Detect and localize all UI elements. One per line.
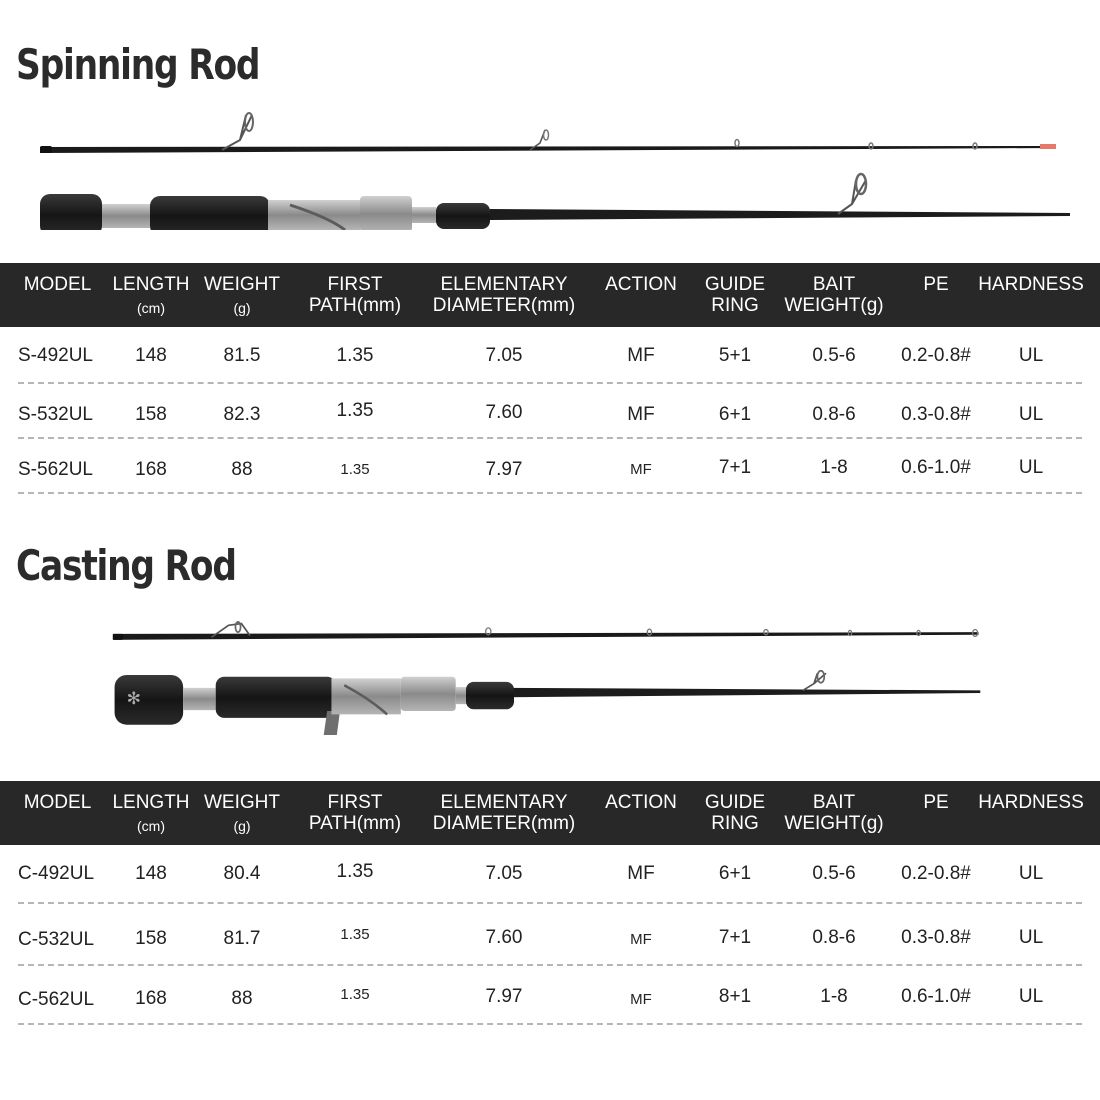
- casting-spec-table: [0, 781, 1100, 1025]
- cell-action: MF: [630, 461, 652, 478]
- cell-model: C-562UL: [18, 989, 95, 1010]
- cell-elementary-diameter: 7.05: [485, 345, 523, 366]
- header-first-path: FIRST PATH(mm): [308, 792, 402, 834]
- spinning-rod-butt-section: [40, 174, 1070, 230]
- header-weight: WEIGHT (g): [204, 274, 280, 316]
- cell-bait-weight: 1-8: [820, 457, 848, 478]
- cell-weight: 82.3: [223, 404, 261, 425]
- cell-guide-ring: 7+1: [718, 927, 752, 948]
- cell-bait-weight: 0.8-6: [812, 404, 856, 425]
- table-row: [18, 439, 1082, 494]
- cell-pe: 0.2-0.8#: [901, 863, 971, 884]
- cell-pe: 0.6-1.0#: [901, 457, 971, 478]
- header-action: ACTION: [605, 792, 677, 813]
- table-row: [18, 904, 1082, 966]
- header-length: LENGTH (cm): [112, 274, 190, 316]
- header-bait-weight: BAIT WEIGHT(g): [784, 792, 884, 834]
- header-model: MODEL: [23, 274, 92, 295]
- casting-rod-image: [0, 615, 1100, 735]
- cell-weight: 81.7: [223, 928, 261, 949]
- casting-rod-butt-section: [115, 671, 981, 735]
- cell-first-path: 1.35: [336, 345, 374, 366]
- header-bait-weight: BAIT WEIGHT(g): [784, 274, 884, 316]
- cell-action: MF: [630, 931, 652, 948]
- cell-model: S-562UL: [18, 459, 93, 480]
- table-row: [18, 384, 1082, 439]
- header-length: LENGTH (cm): [112, 792, 190, 834]
- header-pe: PE: [923, 274, 949, 295]
- cell-length: 168: [135, 988, 167, 1009]
- cell-action: MF: [627, 345, 655, 366]
- cell-pe: 0.3-0.8#: [901, 927, 971, 948]
- cell-length: 158: [135, 928, 167, 949]
- cell-action: MF: [630, 991, 652, 1008]
- butt-cap-logo-icon: ✻: [126, 689, 141, 710]
- cell-first-path: 1.35: [336, 861, 374, 882]
- table-row: [18, 327, 1082, 384]
- cell-length: 148: [135, 863, 167, 884]
- cell-weight: 88: [231, 459, 253, 480]
- cell-first-path: 1.35: [340, 986, 370, 1003]
- spinning-rod-title: Spinning Rod: [16, 40, 260, 89]
- cell-elementary-diameter: 7.97: [485, 459, 523, 480]
- cell-model: S-492UL: [18, 345, 93, 366]
- header-guide-ring: GUIDE RING: [704, 274, 766, 316]
- cell-model: C-532UL: [18, 929, 95, 950]
- cell-hardness: UL: [1018, 863, 1044, 884]
- header-elementary-diameter: ELEMENTARY DIAMETER(mm): [432, 274, 576, 316]
- cell-elementary-diameter: 7.60: [485, 402, 523, 423]
- table-header: [0, 263, 1100, 327]
- cell-elementary-diameter: 7.60: [485, 927, 523, 948]
- cell-weight: 81.5: [223, 345, 261, 366]
- table-row: [18, 966, 1082, 1025]
- cell-guide-ring: 7+1: [718, 457, 752, 478]
- cell-first-path: 1.35: [340, 461, 370, 478]
- cell-hardness: UL: [1018, 457, 1044, 478]
- spinning-rod-image: [0, 110, 1100, 230]
- casting-rod-title: Casting Rod: [16, 541, 236, 590]
- cell-model: S-532UL: [18, 404, 93, 425]
- cell-hardness: UL: [1018, 404, 1044, 425]
- cell-guide-ring: 6+1: [718, 863, 752, 884]
- cell-first-path: 1.35: [340, 926, 370, 943]
- cell-length: 148: [135, 345, 167, 366]
- cell-guide-ring: 8+1: [718, 986, 752, 1007]
- header-elementary-diameter: ELEMENTARY DIAMETER(mm): [432, 792, 576, 834]
- header-model: MODEL: [23, 792, 92, 813]
- header-weight: WEIGHT (g): [204, 792, 280, 834]
- cell-guide-ring: 6+1: [718, 404, 752, 425]
- header-hardness: HARDNESS: [978, 792, 1084, 813]
- cell-hardness: UL: [1018, 345, 1044, 366]
- casting-rod-tip-section: [113, 622, 979, 640]
- header-pe: PE: [923, 792, 949, 813]
- cell-elementary-diameter: 7.05: [485, 863, 523, 884]
- cell-action: MF: [627, 404, 655, 425]
- cell-model: C-492UL: [18, 863, 95, 884]
- cell-pe: 0.3-0.8#: [901, 404, 971, 425]
- spinning-rod-tip-section: [40, 113, 1056, 153]
- cell-weight: 80.4: [223, 863, 261, 884]
- cell-pe: 0.6-1.0#: [901, 986, 971, 1007]
- header-first-path: FIRST PATH(mm): [308, 274, 402, 316]
- cell-elementary-diameter: 7.97: [485, 986, 523, 1007]
- cell-action: MF: [627, 863, 655, 884]
- cell-bait-weight: 0.8-6: [812, 927, 856, 948]
- cell-hardness: UL: [1018, 986, 1044, 1007]
- table-header: [0, 781, 1100, 845]
- cell-pe: 0.2-0.8#: [901, 345, 971, 366]
- header-guide-ring: GUIDE RING: [704, 792, 766, 834]
- cell-bait-weight: 1-8: [820, 986, 848, 1007]
- cell-bait-weight: 0.5-6: [812, 345, 856, 366]
- cell-first-path: 1.35: [336, 400, 374, 421]
- table-row: [18, 845, 1082, 904]
- cell-bait-weight: 0.5-6: [812, 863, 856, 884]
- cell-hardness: UL: [1018, 927, 1044, 948]
- cell-guide-ring: 5+1: [718, 345, 752, 366]
- header-action: ACTION: [605, 274, 677, 295]
- header-hardness: HARDNESS: [978, 274, 1084, 295]
- cell-length: 158: [135, 404, 167, 425]
- cell-length: 168: [135, 459, 167, 480]
- spinning-spec-table: [0, 263, 1100, 494]
- cell-weight: 88: [231, 988, 253, 1009]
